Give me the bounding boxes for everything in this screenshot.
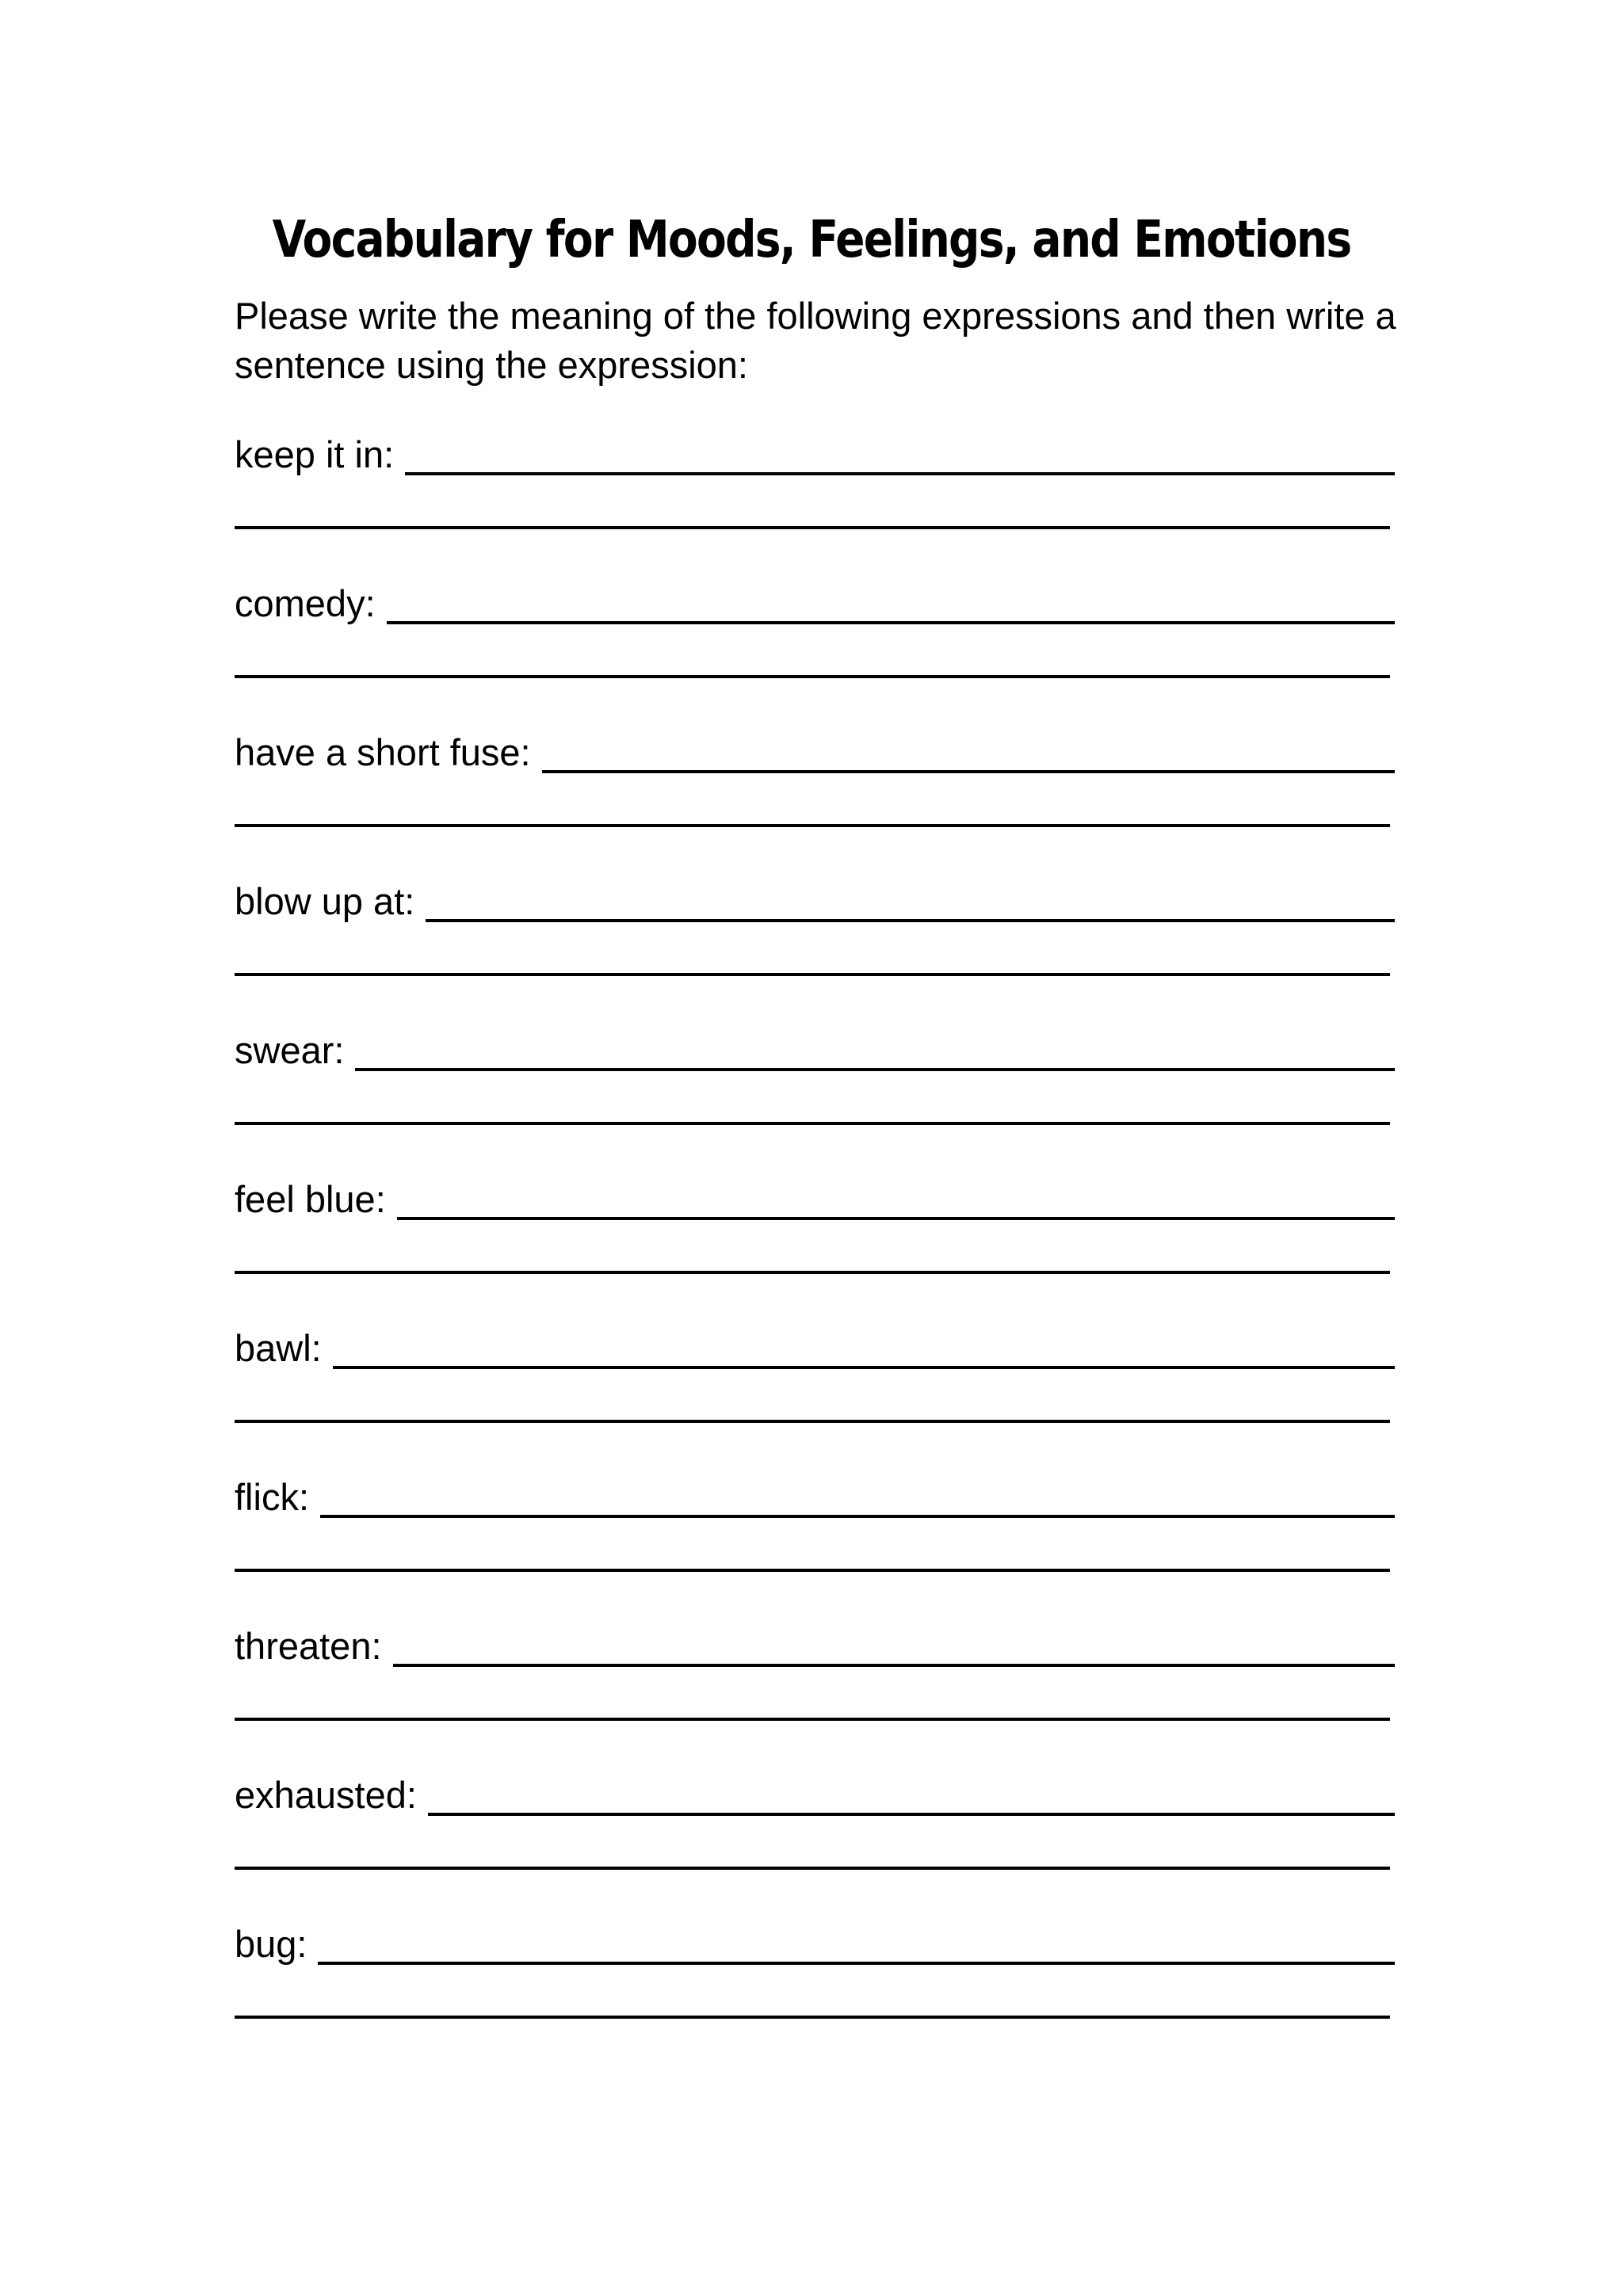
sentence-answer-line[interactable] [235, 1569, 1390, 1572]
vocab-term: comedy: [235, 582, 376, 624]
meaning-answer-line[interactable] [387, 621, 1395, 624]
meaning-answer-line[interactable] [426, 919, 1395, 922]
vocab-term: exhausted: [235, 1774, 417, 1816]
vocab-term: flick: [235, 1476, 309, 1518]
sentence-answer-line[interactable] [235, 824, 1390, 827]
worksheet-title: Vocabulary for Moods, Feelings, and Emotions [272, 211, 1351, 269]
sentence-answer-line[interactable] [235, 1867, 1390, 1870]
sentence-answer-line[interactable] [235, 1420, 1390, 1423]
sentence-answer-line[interactable] [235, 973, 1390, 976]
vocab-item-flick [235, 1466, 1395, 1523]
vocab-item-blow-up-at [235, 870, 1395, 927]
vocab-item-keep-it-in [235, 423, 1395, 480]
vocab-item-bawl [235, 1317, 1395, 1374]
vocab-item-comedy [235, 572, 1395, 629]
sentence-answer-line[interactable] [235, 2016, 1390, 2019]
vocab-term: bawl: [235, 1327, 322, 1369]
meaning-answer-line[interactable] [405, 472, 1395, 475]
sentence-answer-line[interactable] [235, 675, 1390, 678]
vocab-item-exhausted [235, 1764, 1395, 1821]
meaning-answer-line[interactable] [428, 1813, 1395, 1816]
vocab-item-bug [235, 1913, 1395, 1970]
vocab-item-threaten [235, 1615, 1395, 1672]
sentence-answer-line[interactable] [235, 1271, 1390, 1274]
vocab-term: keep it in: [235, 433, 395, 475]
vocab-item-feel-blue [235, 1168, 1395, 1225]
meaning-answer-line[interactable] [320, 1515, 1395, 1518]
meaning-answer-line[interactable] [318, 1962, 1395, 1965]
vocab-item-have-a-short-fuse [235, 721, 1395, 778]
vocab-term: swear: [235, 1029, 345, 1071]
vocab-term: feel blue: [235, 1178, 386, 1220]
meaning-answer-line[interactable] [333, 1366, 1395, 1369]
vocab-term: threaten: [235, 1625, 382, 1667]
meaning-answer-line[interactable] [542, 770, 1395, 773]
sentence-answer-line[interactable] [235, 1718, 1390, 1721]
vocab-term: blow up at: [235, 880, 415, 922]
vocab-term: bug: [235, 1923, 307, 1965]
sentence-answer-line[interactable] [235, 526, 1390, 529]
meaning-answer-line[interactable] [397, 1217, 1395, 1220]
vocab-term: have a short fuse: [235, 731, 531, 773]
meaning-answer-line[interactable] [393, 1664, 1395, 1667]
worksheet-instructions: Please write the meaning of the following expressions and then write a sentence using the expression: [235, 295, 1396, 386]
vocab-item-swear [235, 1019, 1395, 1076]
meaning-answer-line[interactable] [355, 1068, 1395, 1071]
sentence-answer-line[interactable] [235, 1122, 1390, 1125]
